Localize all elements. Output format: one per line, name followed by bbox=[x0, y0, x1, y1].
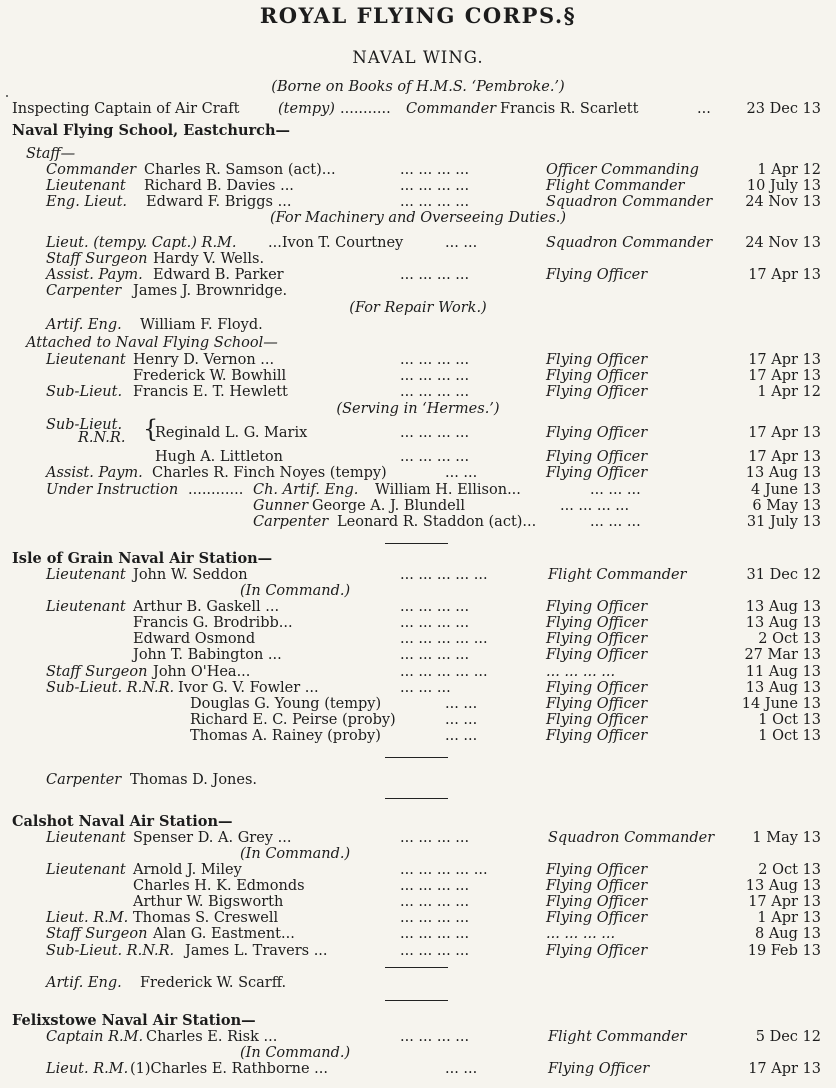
leader-dots: ... ... ... ... bbox=[400, 178, 470, 194]
officer-name: Edward B. Parker bbox=[153, 267, 284, 283]
officer-rank: Gunner bbox=[253, 498, 309, 514]
seniority-date: 17 Apr 13 bbox=[748, 894, 821, 910]
officer-rank: Carpenter bbox=[253, 514, 329, 530]
officer-name: Edward F. Briggs ... bbox=[146, 194, 292, 210]
leader-dots: ... ... ... bbox=[590, 482, 641, 498]
officer-rank: Sub-Lieut. bbox=[46, 384, 123, 400]
officer-rank: Eng. Lieut. bbox=[46, 194, 128, 210]
seniority-date: 17 Apr 13 bbox=[748, 368, 821, 384]
leader-dots: ... ... bbox=[445, 235, 478, 251]
officer-name: Hardy V. Wells. bbox=[153, 251, 265, 267]
seniority-date: 4 June 13 bbox=[751, 482, 821, 498]
leader-dots: ... ... ... ... bbox=[400, 878, 470, 894]
appointment: Squadron Commander bbox=[546, 235, 713, 251]
seniority-date: 19 Feb 13 bbox=[747, 943, 821, 959]
officer-name: Spenser D. A. Grey ... bbox=[133, 830, 292, 846]
leader-dots: ... ... bbox=[445, 728, 478, 744]
tempy-note: (tempy) bbox=[278, 101, 335, 117]
leader-dots: ... ... ... ... bbox=[400, 830, 470, 846]
leader-dots: ... ... ... ... ... bbox=[400, 664, 488, 680]
seniority-date: 24 Nov 13 bbox=[745, 194, 821, 210]
officer-name: Leonard R. Staddon (act)... bbox=[337, 514, 537, 530]
brace-mark: { bbox=[143, 415, 159, 443]
seniority-date: 23 Dec 13 bbox=[746, 101, 821, 117]
officer-name: John W. Seddon bbox=[133, 567, 248, 583]
appointment: Flying Officer bbox=[546, 384, 648, 400]
officer-rank: Staff Surgeon bbox=[46, 664, 148, 680]
leader-dots: ... ... ... bbox=[400, 680, 451, 696]
leader-dots: ... ... ... ... bbox=[560, 498, 630, 514]
officer-name: Charles H. K. Edmonds bbox=[133, 878, 305, 894]
appointment: Flying Officer bbox=[546, 878, 648, 894]
officer-rank: Lieutenant bbox=[46, 567, 126, 583]
officer-name: John T. Babington ... bbox=[133, 647, 282, 663]
seniority-date: 2 Oct 13 bbox=[758, 862, 821, 878]
command-note: (In Command.) bbox=[240, 846, 351, 862]
leader-dots: ... ... ... ... bbox=[400, 352, 470, 368]
seniority-date: 13 Aug 13 bbox=[745, 615, 821, 631]
leader-dots: ... ... ... ... bbox=[400, 615, 470, 631]
appointment: Flying Officer bbox=[546, 449, 648, 465]
officer-rank: Carpenter bbox=[46, 772, 122, 788]
appointment: Squadron Commander bbox=[548, 830, 715, 846]
seniority-date: 14 June 13 bbox=[741, 696, 821, 712]
officer-name: James L. Travers ... bbox=[185, 943, 328, 959]
seniority-date: 1 May 13 bbox=[752, 830, 821, 846]
appointment: Flying Officer bbox=[546, 680, 648, 696]
command-note: (In Command.) bbox=[240, 583, 351, 599]
officer-rank: Assist. Paym. bbox=[46, 267, 143, 283]
officer-name: Richard E. C. Peirse (proby) bbox=[190, 712, 396, 728]
leader-dots: ... ... ... ... bbox=[400, 647, 470, 663]
appointment: Flying Officer bbox=[546, 352, 648, 368]
leader-dots: ... ... ... bbox=[590, 514, 641, 530]
officer-name: Hugh A. Littleton bbox=[155, 449, 283, 465]
appointment: Flying Officer bbox=[548, 1061, 650, 1077]
appointment: Flying Officer bbox=[546, 728, 648, 744]
seniority-date: 17 Apr 13 bbox=[748, 1061, 821, 1077]
officer-name: ...Ivon T. Courtney bbox=[268, 235, 404, 251]
duty-note: (For Machinery and Overseeing Duties.) bbox=[269, 210, 567, 226]
officer-name: Francis E. T. Hewlett bbox=[133, 384, 288, 400]
officer-name: Arthur W. Bigsworth bbox=[133, 894, 284, 910]
officer-name: William F. Floyd. bbox=[140, 317, 263, 333]
seniority-date: 8 Aug 13 bbox=[755, 926, 821, 942]
leader-dots: ... ... ... ... bbox=[400, 910, 470, 926]
leader-dots: ........... bbox=[340, 101, 391, 117]
officer-name: Charles E. Risk ... bbox=[146, 1029, 278, 1045]
officer-name: Edward Osmond bbox=[133, 631, 256, 647]
appointment: Flying Officer bbox=[546, 943, 648, 959]
section-divider bbox=[385, 798, 448, 799]
seniority-date: 1 Oct 13 bbox=[758, 728, 821, 744]
attached-label: Attached to Naval Flying School— bbox=[26, 335, 278, 351]
officer-rank: Lieutenant bbox=[46, 599, 126, 615]
officer-rank: Assist. Paym. bbox=[46, 465, 143, 481]
leader-dots: ... ... ... ... bbox=[400, 194, 470, 210]
leader-dots: ... ... ... ... bbox=[400, 943, 470, 959]
officer-rank: Staff Surgeon bbox=[46, 926, 148, 942]
seniority-date: 13 Aug 13 bbox=[745, 465, 821, 481]
inspecting-label: Inspecting Captain of Air Craft bbox=[12, 101, 240, 117]
leader-dots: ... ... ... ... bbox=[400, 384, 470, 400]
officer-name: Douglas G. Young (tempy) bbox=[190, 696, 382, 712]
officer-rank: Commander bbox=[46, 162, 137, 178]
seniority-date: 1 Oct 13 bbox=[758, 712, 821, 728]
officer-name: Thomas A. Rainey (proby) bbox=[190, 728, 381, 744]
appointment: Officer Commanding bbox=[546, 162, 699, 178]
officer-rank: Artif. Eng. bbox=[46, 317, 122, 333]
seniority-date: 10 July 13 bbox=[746, 178, 821, 194]
section-heading: Naval Flying School, Eastchurch— bbox=[12, 122, 291, 139]
appointment: Squadron Commander bbox=[546, 194, 713, 210]
leader-dots: ... ... ... ... bbox=[400, 894, 470, 910]
seniority-date: 11 Aug 13 bbox=[745, 664, 821, 680]
officer-name: Francis G. Brodribb... bbox=[133, 615, 293, 631]
appointment: Flying Officer bbox=[546, 712, 648, 728]
officer-name: James J. Brownridge. bbox=[133, 283, 288, 299]
appointment: Flying Officer bbox=[546, 368, 648, 384]
appointment: ... ... ... ... bbox=[546, 664, 616, 680]
officer-rank: Lieut. R.M. bbox=[46, 1061, 129, 1077]
officer-rank: Lieutenant bbox=[46, 352, 126, 368]
officer-rank: Lieutenant bbox=[46, 862, 126, 878]
appointment: Flying Officer bbox=[546, 696, 648, 712]
seniority-date: 17 Apr 13 bbox=[748, 425, 821, 441]
appointment: Flying Officer bbox=[546, 910, 648, 926]
leader-dots: ... ... ... ... bbox=[400, 162, 470, 178]
officer-name: Frederick W. Bowhill bbox=[133, 368, 287, 384]
naval-wing-subtitle: NAVAL WING. bbox=[352, 48, 484, 67]
seniority-date: 13 Aug 13 bbox=[745, 878, 821, 894]
seniority-date: 27 Mar 13 bbox=[744, 647, 821, 663]
officer-rank: Staff Surgeon bbox=[46, 251, 148, 267]
section-divider bbox=[385, 543, 448, 544]
section-heading: Calshot Naval Air Station— bbox=[12, 813, 233, 830]
leader-dots: ... ... bbox=[445, 465, 478, 481]
appointment: Flight Commander bbox=[548, 567, 687, 583]
staff-label: Staff— bbox=[26, 146, 76, 162]
seniority-date: 31 July 13 bbox=[746, 514, 821, 530]
leader-dots: ............ bbox=[188, 482, 244, 498]
appointment: Flight Commander bbox=[548, 1029, 687, 1045]
section-divider bbox=[385, 967, 448, 968]
appointment: Flying Officer bbox=[546, 647, 648, 663]
appointment: Flying Officer bbox=[546, 599, 648, 615]
officer-rank: Lieut. R.M. bbox=[46, 910, 129, 926]
appointment: Flying Officer bbox=[546, 267, 648, 283]
leader-dots: ... ... ... ... ... bbox=[400, 862, 488, 878]
command-note: (In Command.) bbox=[240, 1045, 351, 1061]
officer-name: Ivor G. V. Fowler ... bbox=[178, 680, 319, 696]
officer-name: Frederick W. Scarff. bbox=[140, 975, 287, 991]
borne-note: (Borne on Books of H.M.S. ‘Pembroke.’) bbox=[271, 79, 565, 95]
leader-dots: ... ... bbox=[445, 712, 478, 728]
officer-rank: Sub-Lieut. R.N.R. bbox=[46, 680, 175, 696]
seniority-date: 17 Apr 13 bbox=[748, 449, 821, 465]
appointment: ... ... ... ... bbox=[546, 926, 616, 942]
leader-dots: ... ... ... ... bbox=[400, 368, 470, 384]
officer-name: William H. Ellison... bbox=[375, 482, 521, 498]
officer-name: Charles R. Samson (act)... bbox=[144, 162, 336, 178]
officer-name: Henry D. Vernon ... bbox=[133, 352, 275, 368]
seniority-date: 6 May 13 bbox=[752, 498, 821, 514]
section-heading: Isle of Grain Naval Air Station— bbox=[12, 550, 273, 567]
seniority-date: 1 Apr 13 bbox=[757, 910, 821, 926]
officer-name: Richard B. Davies ... bbox=[144, 178, 294, 194]
instruction-label: Under Instruction bbox=[46, 482, 179, 498]
appointment: Flying Officer bbox=[546, 425, 648, 441]
appointment: Flying Officer bbox=[546, 894, 648, 910]
seniority-date: 31 Dec 12 bbox=[746, 567, 821, 583]
officer-rank: Artif. Eng. bbox=[46, 975, 122, 991]
seniority-date: 17 Apr 13 bbox=[748, 267, 821, 283]
leader-dots: ... ... ... ... bbox=[400, 425, 470, 441]
seniority-date: 13 Aug 13 bbox=[745, 680, 821, 696]
seniority-date: 2 Oct 13 bbox=[758, 631, 821, 647]
appointment: Flying Officer bbox=[546, 615, 648, 631]
officer-name: Thomas S. Creswell bbox=[133, 910, 279, 926]
officer-rank: R.N.R. bbox=[78, 430, 126, 446]
leader-dots: ... ... bbox=[445, 696, 478, 712]
leader-dots: ... ... ... ... bbox=[400, 599, 470, 615]
duty-note: (For Repair Work.) bbox=[349, 300, 487, 316]
appointment: Flying Officer bbox=[546, 862, 648, 878]
officer-name: John O'Hea... bbox=[153, 664, 251, 680]
seniority-date: 24 Nov 13 bbox=[745, 235, 821, 251]
officer-name: Charles R. Finch Noyes (tempy) bbox=[152, 465, 387, 481]
leader-dots: ... ... ... ... bbox=[400, 267, 470, 283]
appointment: Flying Officer bbox=[546, 465, 648, 481]
seniority-date: 5 Dec 12 bbox=[755, 1029, 821, 1045]
officer-rank: Commander bbox=[406, 101, 497, 117]
officer-rank: Sub-Lieut. bbox=[46, 417, 123, 433]
leader-dots: ... ... ... ... bbox=[400, 1029, 470, 1045]
seniority-date: 1 Apr 12 bbox=[757, 384, 821, 400]
officer-name: Arthur B. Gaskell ... bbox=[133, 599, 280, 615]
officer-name: Alan G. Eastment... bbox=[153, 926, 295, 942]
officer-name: Thomas D. Jones. bbox=[130, 772, 258, 788]
page-title: ROYAL FLYING CORPS.§ bbox=[259, 3, 577, 28]
duty-note: (Serving in ‘Hermes.’) bbox=[336, 401, 500, 417]
officer-rank: Carpenter bbox=[46, 283, 122, 299]
leader-dots: ... bbox=[697, 101, 711, 117]
seniority-date: 13 Aug 13 bbox=[745, 599, 821, 615]
officer-rank: Captain R.M. bbox=[46, 1029, 144, 1045]
leader-dots: ... ... ... ... ... bbox=[400, 567, 488, 583]
officer-rank: Lieutenant bbox=[46, 830, 126, 846]
officer-name: Arnold J. Miley bbox=[133, 862, 242, 878]
appointment: Flight Commander bbox=[546, 178, 685, 194]
officer-name: George A. J. Blundell bbox=[312, 498, 466, 514]
officer-rank: Lieut. (tempy. Capt.) R.M. bbox=[46, 235, 237, 251]
officer-rank: Sub-Lieut. R.N.R. bbox=[46, 943, 175, 959]
margin-speck bbox=[6, 95, 8, 97]
officer-name: Reginald L. G. Marix bbox=[155, 425, 308, 441]
officer-name: Francis R. Scarlett bbox=[500, 101, 639, 117]
leader-dots: ... ... ... ... ... bbox=[400, 631, 488, 647]
section-divider bbox=[385, 1000, 448, 1001]
section-heading: Felixstowe Naval Air Station— bbox=[12, 1012, 256, 1029]
officer-rank: Ch. Artif. Eng. bbox=[253, 482, 359, 498]
leader-dots: ... ... bbox=[445, 1061, 478, 1077]
appointment: Flying Officer bbox=[546, 631, 648, 647]
officer-rank: Lieutenant bbox=[46, 178, 126, 194]
leader-dots: ... ... ... ... bbox=[400, 449, 470, 465]
seniority-date: 1 Apr 12 bbox=[757, 162, 821, 178]
section-divider bbox=[385, 757, 448, 758]
leader-dots: ... ... ... ... bbox=[400, 926, 470, 942]
officer-name: (1)Charles E. Rathborne ... bbox=[130, 1061, 328, 1077]
seniority-date: 17 Apr 13 bbox=[748, 352, 821, 368]
